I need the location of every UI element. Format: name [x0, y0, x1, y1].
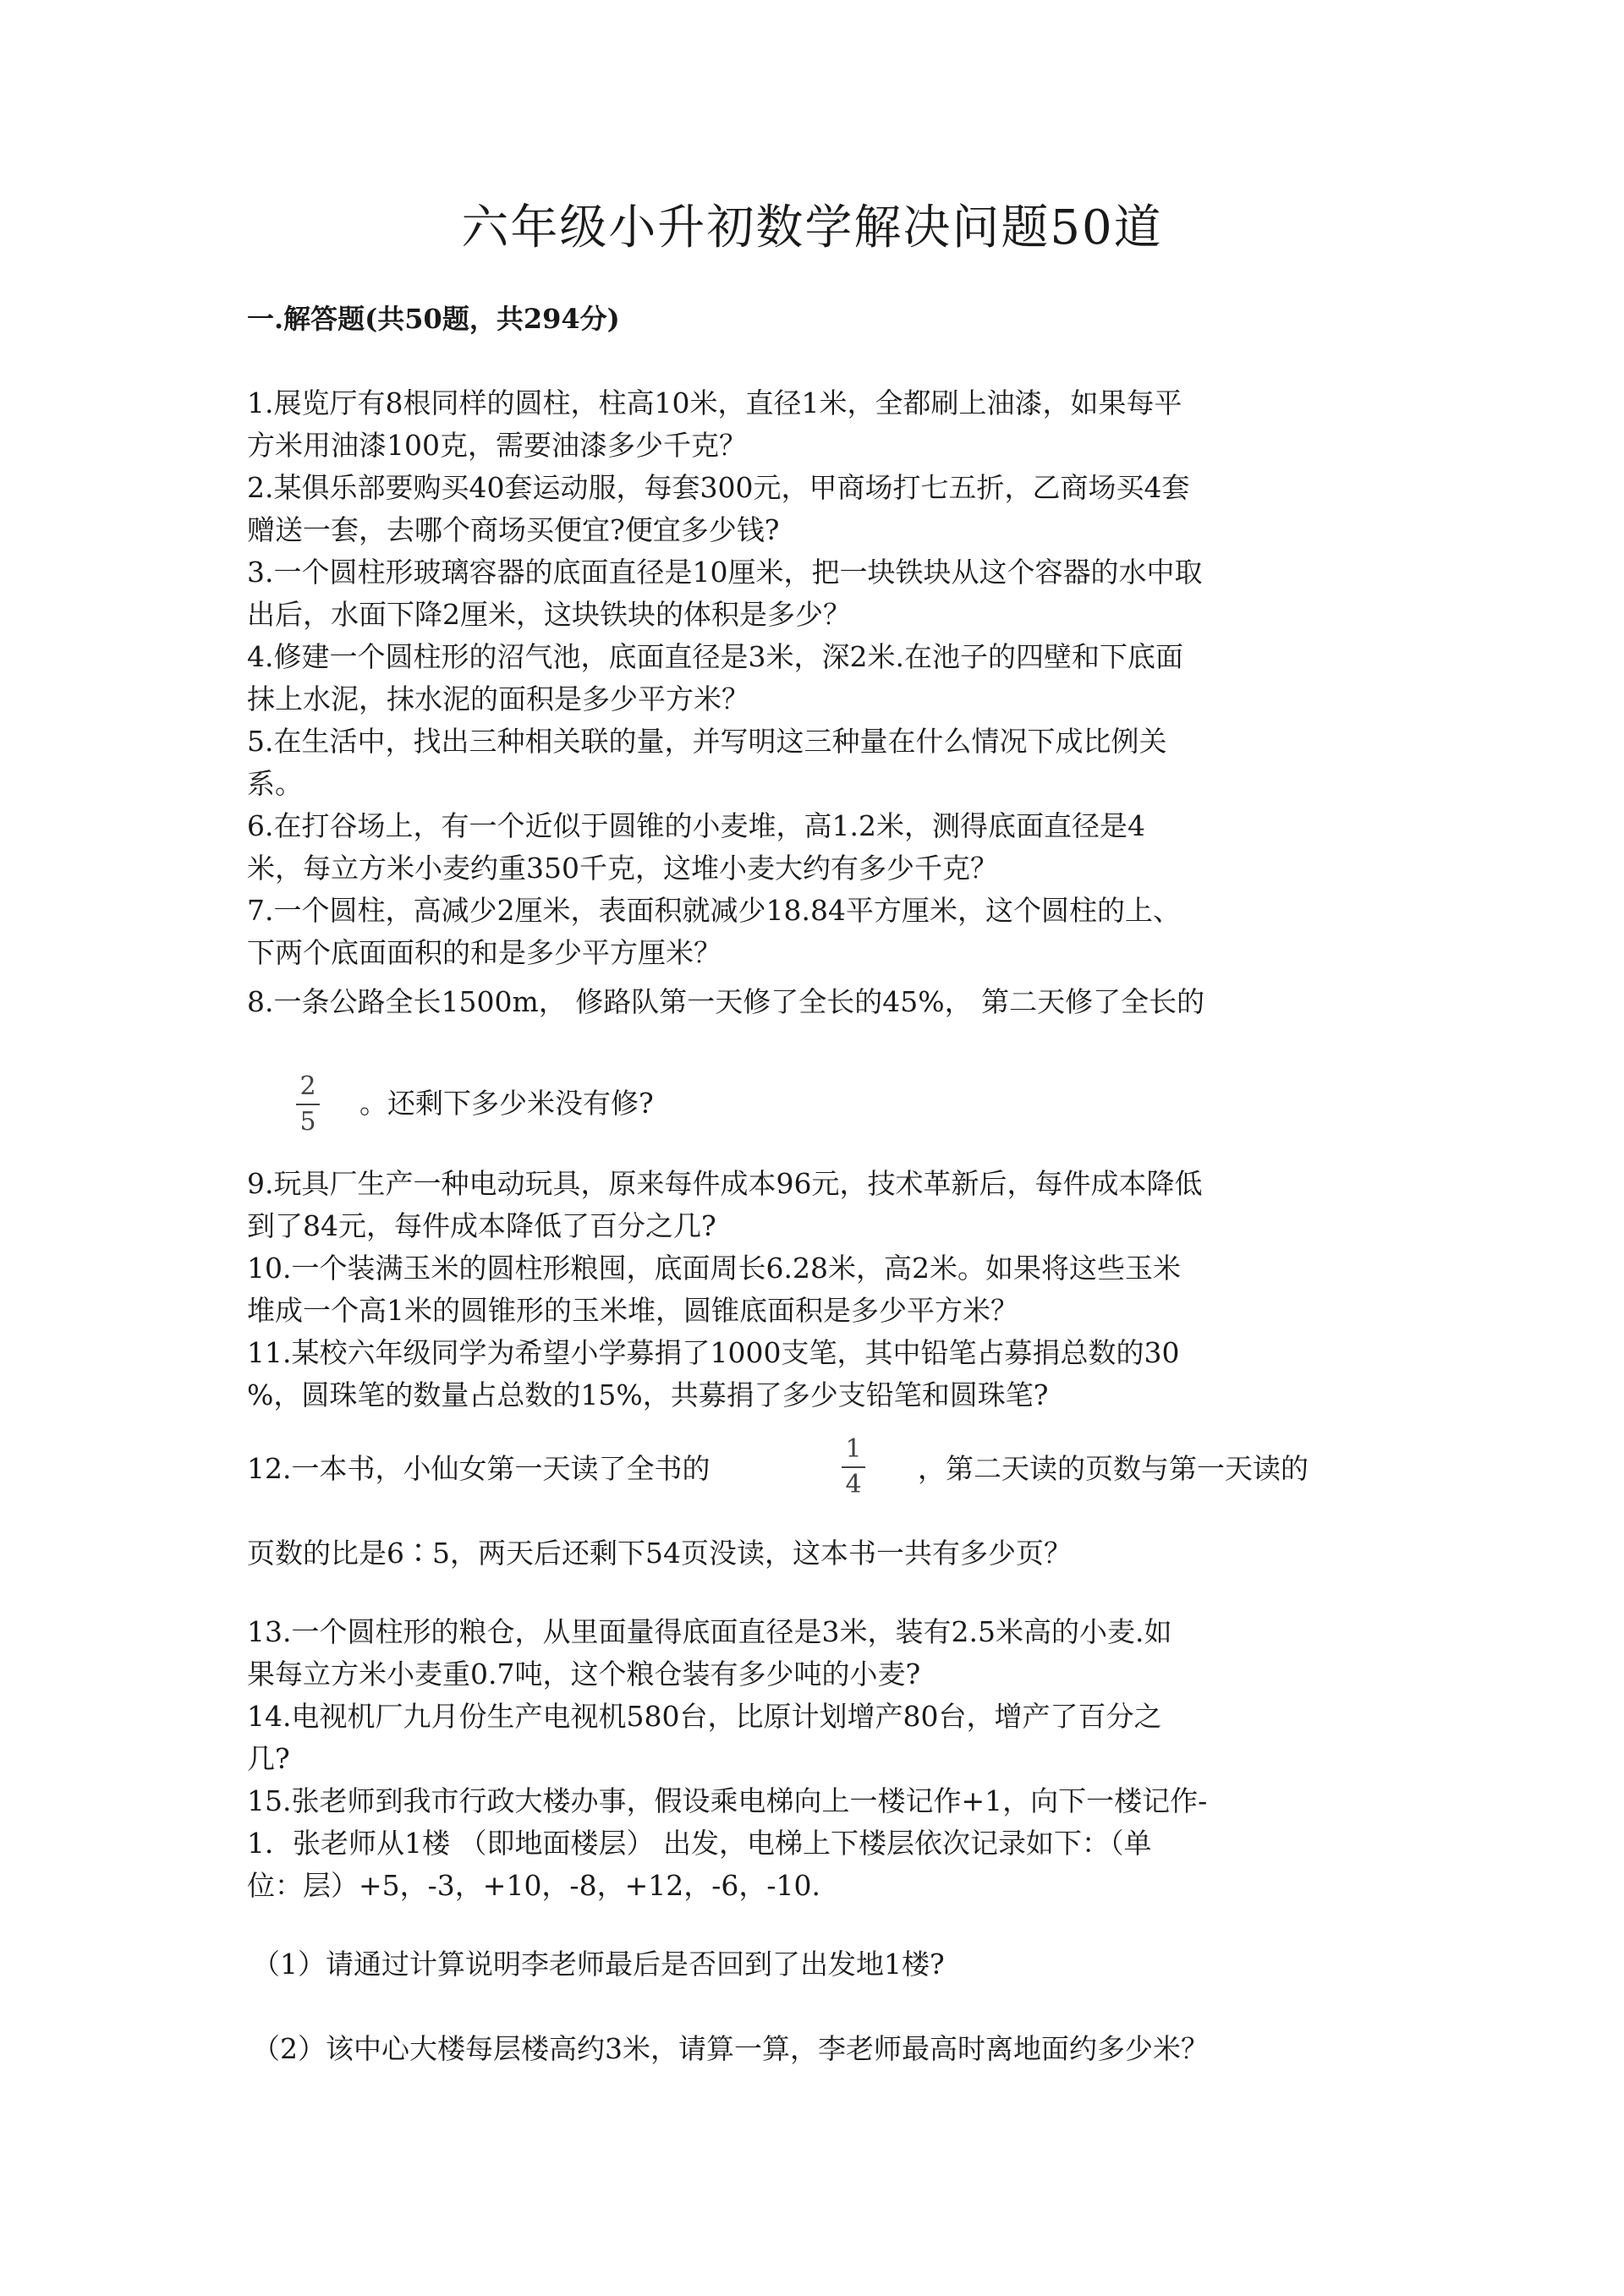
page-title: 六年级小升初数学解决问题50道 — [461, 200, 1163, 255]
question-2-line-2: 赠送一套，去哪个商场买便宜?便宜多少钱? — [247, 513, 780, 546]
question-7-line-2: 下两个底面面积的和是多少平方厘米？ — [247, 936, 721, 969]
question-12-fraction — [842, 1435, 865, 1499]
question-5-line-2: 系。 — [247, 767, 303, 800]
fraction-denominator: 5 — [299, 1107, 316, 1137]
fraction-denominator: 4 — [845, 1470, 862, 1499]
question-8-line-2: 。还剩下多少米没有修? — [359, 1087, 654, 1120]
question-11-line-1: 11.某校六年级同学为希望小学募捐了1000支笔，其中铅笔占募捐总数的30 — [247, 1336, 1180, 1369]
question-4-line-2: 抹上水泥，抹水泥的面积是多少平方米？ — [247, 682, 749, 715]
question-12-line-1a: 12.一本书，小仙女第一天读了全书的 — [247, 1452, 710, 1485]
question-12-line-2: 页数的比是6∶5，两天后还剩下54页没读，这本书一共有多少页？ — [247, 1537, 1072, 1570]
question-15-line-2: 1．张老师从1楼 （即地面楼层） 出发，电梯上下楼层依次记录如下：（单 — [247, 1827, 1152, 1860]
question-3-line-2: 出后，水面下降2厘米，这块铁块的体积是多少？ — [247, 598, 851, 631]
question-15-subquestion-1: （1）请通过计算说明李老师最后是否回到了出发地1楼? — [252, 1948, 945, 1981]
question-13-line-2: 果每立方米小麦重0.7吨，这个粮仓装有多少吨的小麦? — [247, 1658, 921, 1690]
question-8-fraction — [296, 1072, 320, 1137]
question-14-line-1: 14.电视机厂九月份生产电视机580台，比原计划增产80台，增产了百分之 — [247, 1700, 1162, 1733]
question-6-line-1: 6.在打谷场上，有一个近似于圆锥的小麦堆，高1.2米，测得底面直径是4 — [247, 809, 1145, 842]
question-4-line-1: 4.修建一个圆柱形的沼气池，底面直径是3米，深2米.在池子的四壁和下底面 — [247, 640, 1183, 673]
question-9-line-1: 9.玩具厂生产一种电动玩具，原来每件成本96元，技术革新后，每件成本降低 — [247, 1167, 1203, 1200]
question-1-line-2: 方米用油漆100克，需要油漆多少千克？ — [247, 429, 747, 462]
fraction-bar — [842, 1466, 865, 1468]
question-7-line-1: 7.一个圆柱，高减少2厘米，表面积就减少18.84平方厘米，这个圆柱的上、 — [247, 894, 1181, 927]
question-15-line-3: 位：层）+5，-3，+10，-8，+12，-6，-10. — [247, 1869, 820, 1902]
question-2-line-1: 2.某俱乐部要购买40套运动服，每套300元，甲商场打七五折，乙商场买4套 — [247, 471, 1190, 504]
question-12-line-1b: ，第二天读的页数与第一天读的 — [918, 1452, 1309, 1485]
question-15-subquestion-2: （2）该中心大楼每层楼高约3米，请算一算，李老师最高时离地面约多少米？ — [252, 2032, 1209, 2065]
question-1-line-1: 1.展览厅有8根同样的圆柱，柱高10米，直径1米，全都刷上油漆，如果每平 — [247, 386, 1182, 419]
question-10-line-2: 堆成一个高1米的圆锥形的玉米堆，圆锥底面积是多少平方米？ — [247, 1294, 1018, 1327]
question-3-line-1: 3.一个圆柱形玻璃容器的底面直径是10厘米，把一块铁块从这个容器的水中取 — [247, 556, 1203, 589]
question-10-line-1: 10.一个装满玉米的圆柱形粮囤，底面周长6.28米，高2米。如果将这些玉米 — [247, 1252, 1181, 1285]
fraction-numerator: 2 — [299, 1071, 316, 1101]
question-6-line-2: 米，每立方米小麦约重350千克，这堆小麦大约有多少千克？ — [247, 852, 998, 885]
question-14-line-2: 几? — [247, 1742, 290, 1775]
section-heading: 一.解答题(共50题，共294分) — [247, 303, 620, 335]
question-15-line-1: 15.张老师到我市行政大楼办事，假设乘电梯向上一楼记作+1，向下一楼记作- — [247, 1784, 1208, 1817]
question-11-line-2: %，圆珠笔的数量占总数的15%，共募捐了多少支铅笔和圆珠笔? — [247, 1378, 1049, 1411]
question-5-line-1: 5.在生活中，找出三种相关联的量，并写明这三种量在什么情况下成比例关 — [247, 725, 1167, 758]
fraction-numerator: 1 — [845, 1434, 862, 1464]
question-9-line-2: 到了84元，每件成本降低了百分之几? — [247, 1209, 716, 1242]
question-13-line-1: 13.一个圆柱形的粮仓，从里面量得底面直径是3米，装有2.5米高的小麦.如 — [247, 1615, 1172, 1648]
fraction-bar — [296, 1104, 320, 1105]
question-8-line-1: 8.一条公路全长1500m， 修路队第一天修了全长的45%， 第二天修了全长的 — [247, 985, 1205, 1018]
